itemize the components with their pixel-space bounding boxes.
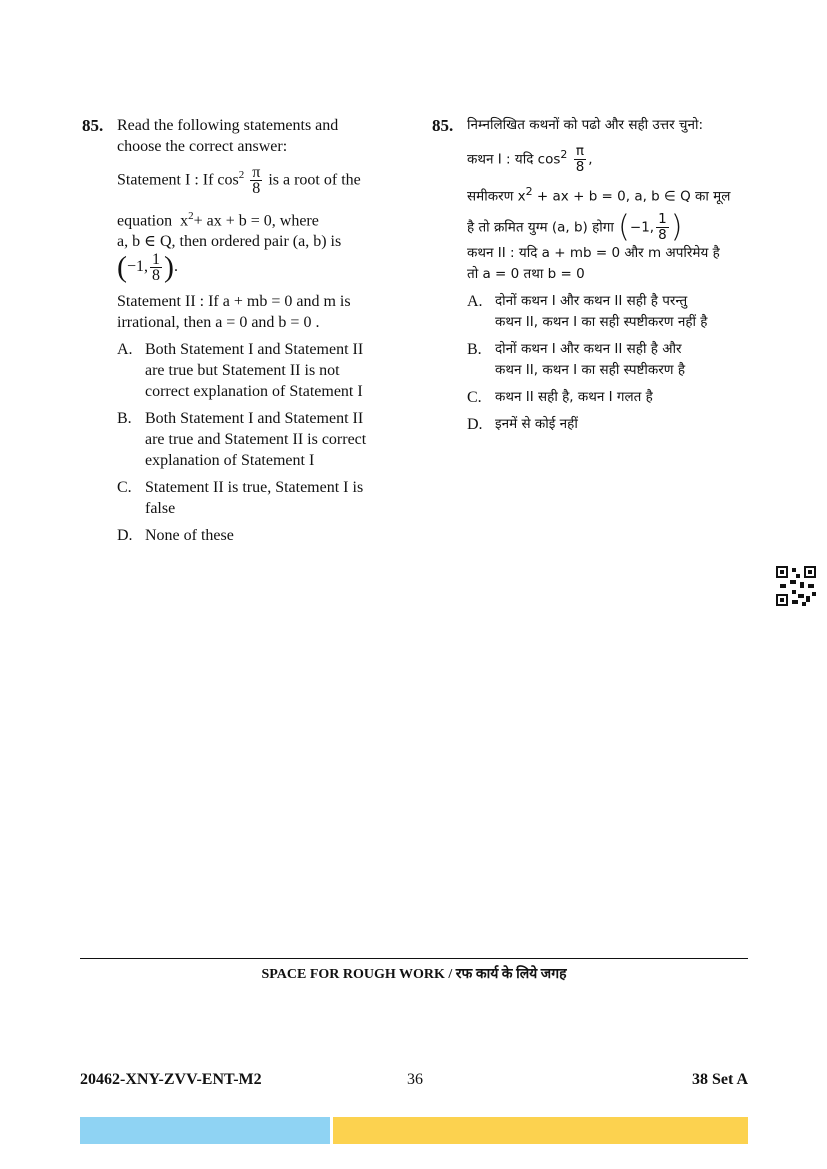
options-english bbox=[117, 339, 402, 546]
fraction-pi-8: $\frac{\pi}{8}$ bbox=[252, 164, 261, 198]
option-c[interactable]: C. Statement II is true, Statement I is false bbox=[117, 479, 364, 518]
statement-2-line-1: Statement II : If a + mb = 0 and m is bbox=[117, 293, 351, 311]
intro-line-2: choose the correct answer: bbox=[117, 138, 288, 155]
question-hindi bbox=[432, 115, 752, 441]
footer-bar-yellow bbox=[333, 1117, 748, 1144]
intro-hindi: निम्नलिखित कथनों को पढो और सही उत्तर चुनो: bbox=[467, 117, 704, 133]
option-b[interactable]: B. Both Statement I and Statement II are true and Statement II is correct explanation of Statement I bbox=[117, 410, 367, 470]
paper-code: 20462-XNY-ZVV-ENT-M2 bbox=[80, 1071, 262, 1088]
option-d[interactable]: D. None of these bbox=[117, 527, 234, 545]
question-number-hindi: 85. bbox=[432, 116, 454, 135]
ordered-pair: (−1, $\frac{1}{8}$ ). bbox=[117, 250, 179, 285]
ordered-pair-hindi: है तो क्रमित युग्म (a, b) होगा (−1, $\frac{1}{8}$ ) bbox=[467, 209, 683, 244]
question-english bbox=[82, 115, 402, 552]
option-c-hindi[interactable]: C. कथन II सही है, कथन I गलत है bbox=[467, 388, 653, 406]
page-number: 36 bbox=[407, 1071, 423, 1088]
statement-2-hindi-line-2: तो a = 0 तथा b = 0 bbox=[467, 265, 585, 282]
equation-line: equation $x^2+$ ax + b = 0, where bbox=[117, 210, 319, 230]
statement-2-hindi-line-1: कथन II : यदि a + mb = 0 और m अपरिमेय है bbox=[467, 244, 720, 261]
set-label: 38 Set A bbox=[692, 1071, 748, 1088]
equation-hindi: समीकरण $x^2$ + ax + b = 0, a, b ∈ Q का मूल bbox=[467, 185, 731, 205]
intro-line-1: Read the following statements and bbox=[117, 117, 339, 134]
qr-code-icon bbox=[776, 566, 816, 606]
option-a-hindi[interactable]: A. दोनों कथन I और कथन II सही है परन्तु कथन II, कथन I का सही स्पष्टीकरण नहीं है bbox=[467, 292, 708, 330]
option-a[interactable]: A. Both Statement I and Statement II are true but Statement II is not correct explanation of Statement I bbox=[117, 341, 364, 401]
statement-1: Statement I : If $\cos^2$ $\frac{\pi}{8}$ is a root of the bbox=[117, 164, 361, 198]
statement-2-line-2: irrational, then a = 0 and b = 0 . bbox=[117, 314, 320, 332]
options-hindi bbox=[467, 291, 752, 435]
ab-line: a, b ∈ Q, then ordered pair (a, b) is bbox=[117, 233, 342, 251]
rough-work-divider bbox=[80, 958, 748, 959]
question-number: 85. bbox=[82, 116, 104, 135]
statement-1-hindi: कथन I : यदि $\cos^2$ $\frac{\pi}{8}$ , bbox=[467, 143, 593, 175]
option-d-hindi[interactable]: D. इनमें से कोई नहीं bbox=[467, 415, 578, 433]
footer-bar-blue bbox=[80, 1117, 330, 1144]
option-b-hindi[interactable]: B. दोनों कथन I और कथन II सही है और कथन II, कथन I का सही स्पष्टीकरण है bbox=[467, 340, 686, 378]
rough-work-label: SPACE FOR ROUGH WORK / रफ कार्य के लिये जगह bbox=[261, 967, 567, 982]
